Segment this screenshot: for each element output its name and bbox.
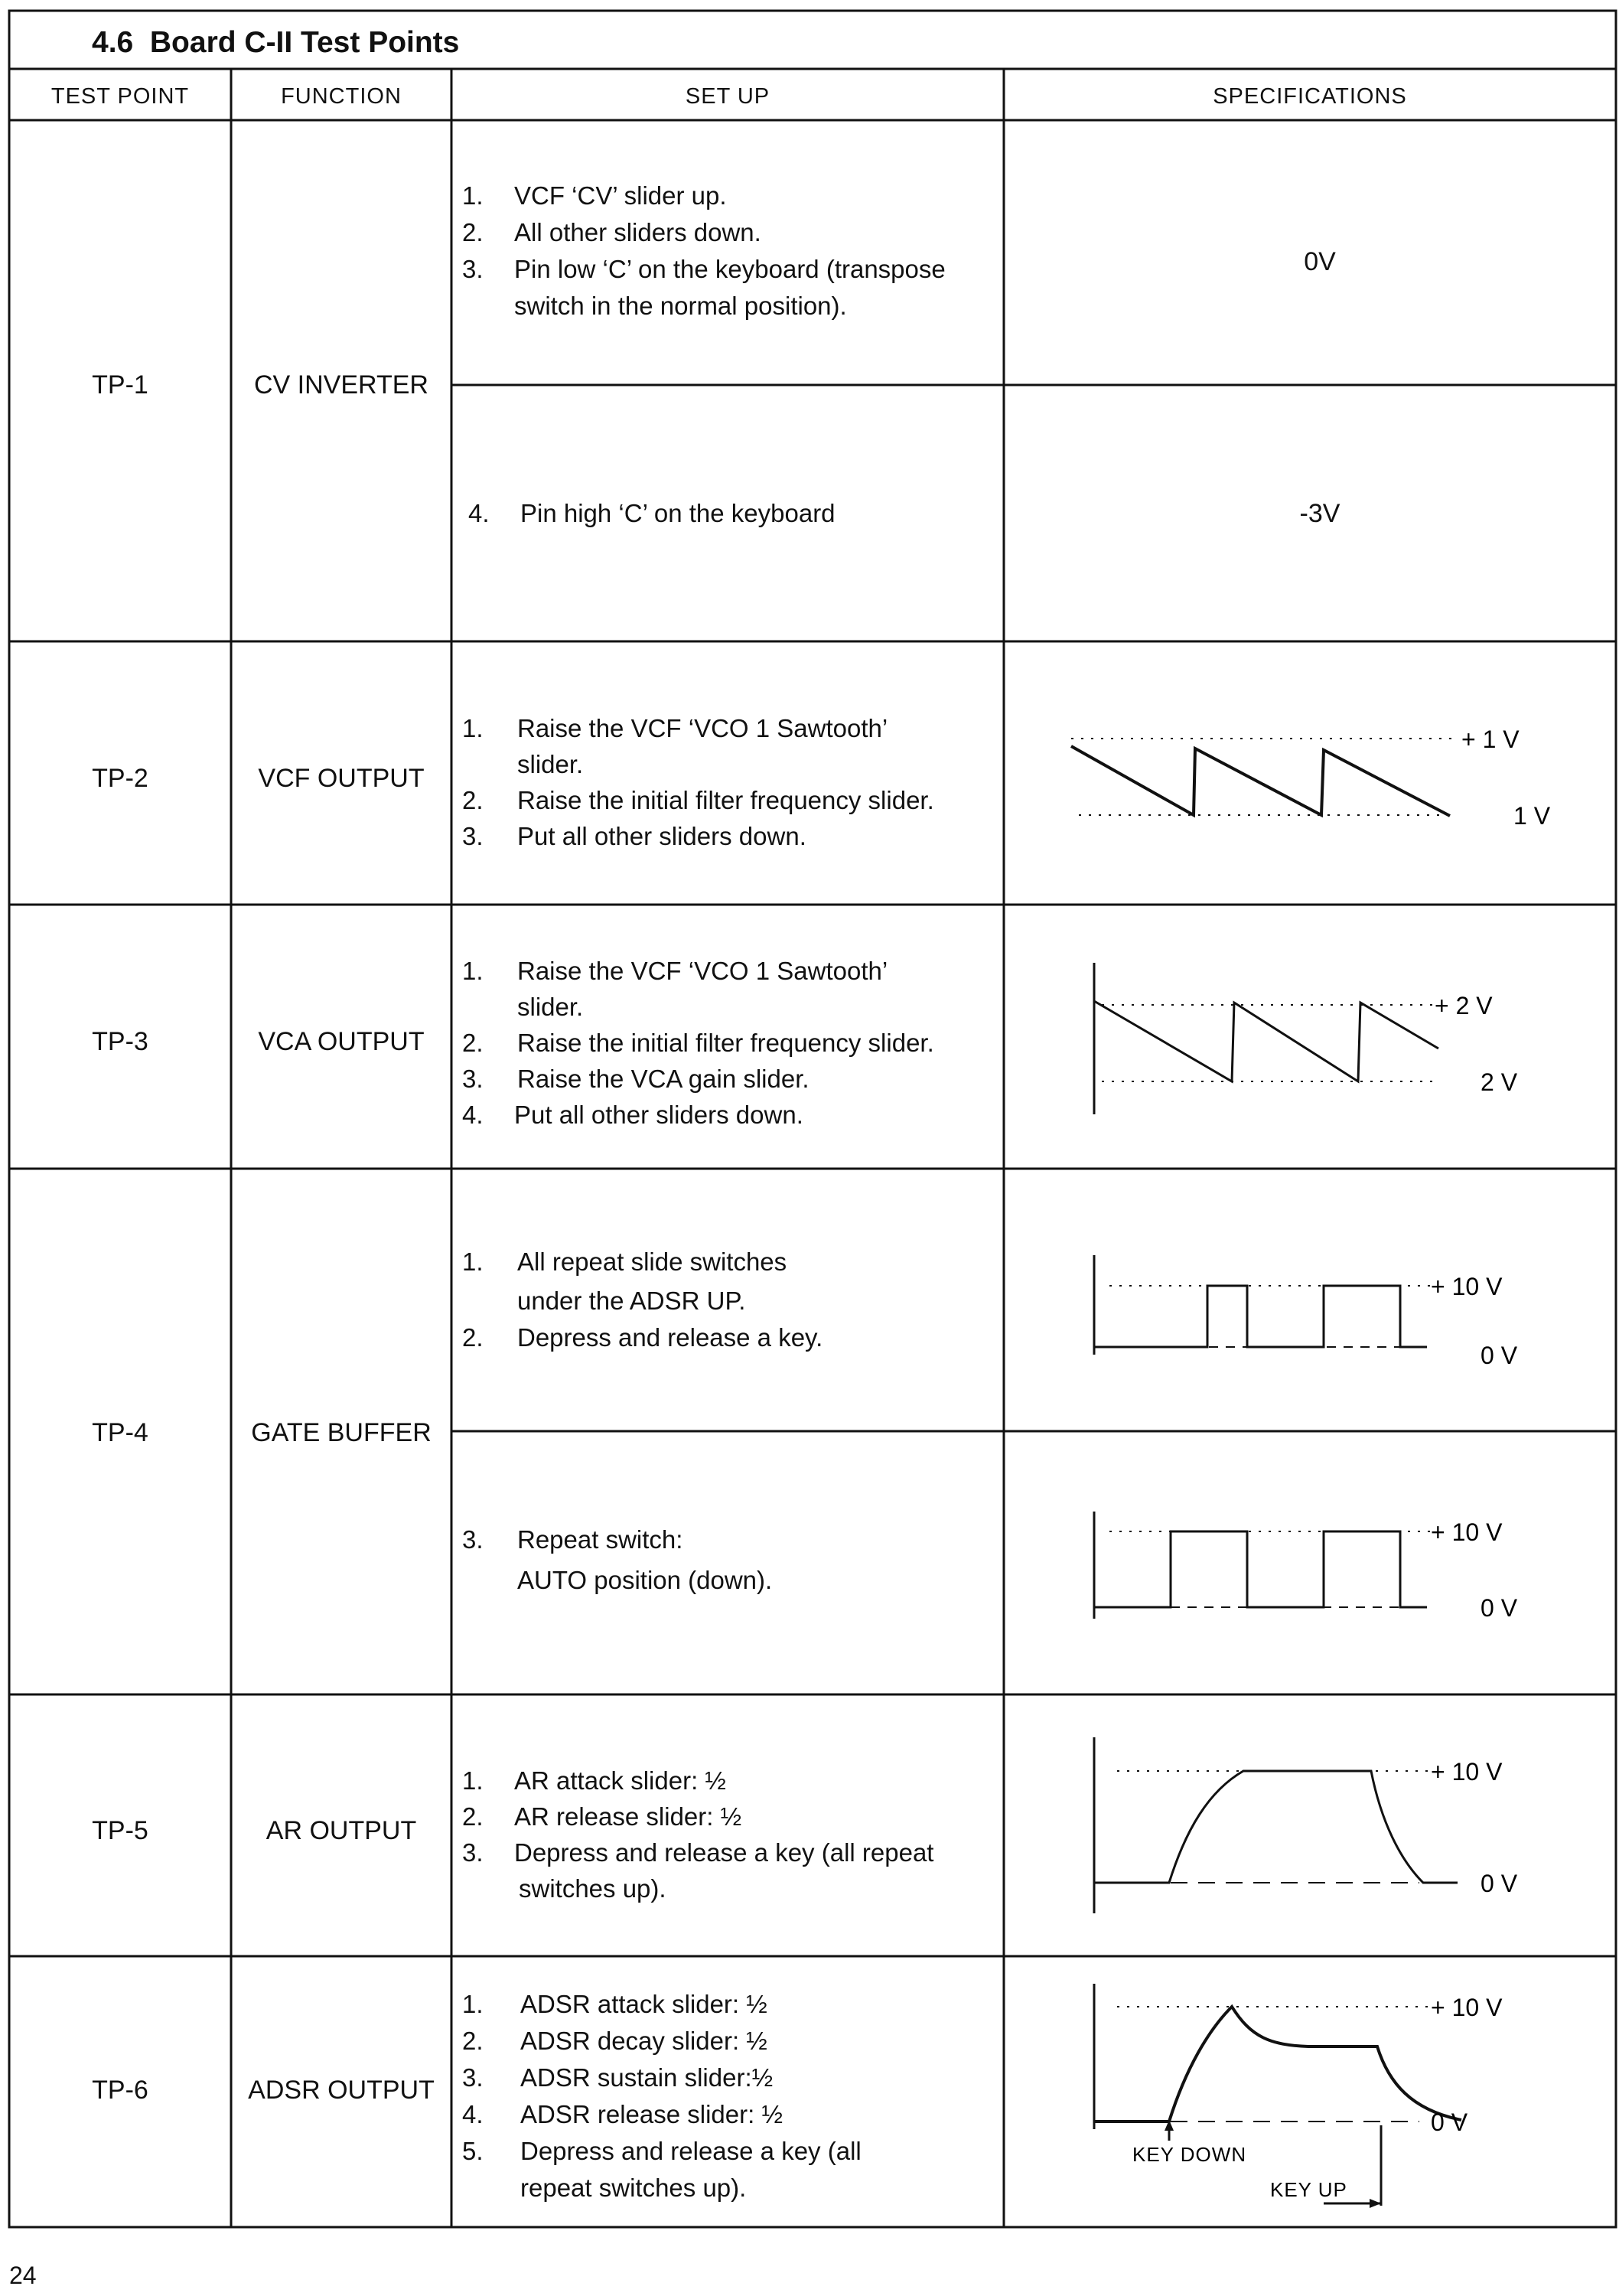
wave-top-label: + 10 V	[1431, 1518, 1503, 1546]
wave-top-label: + 2 V	[1435, 992, 1493, 1019]
function-tp4: GATE BUFFER	[251, 1418, 432, 1447]
spec-value: -3V	[1299, 499, 1340, 528]
sawtooth-waveform	[1064, 719, 1551, 842]
ar-envelope-waveform	[1086, 1737, 1546, 1921]
test-point-tp4: TP-4	[92, 1418, 148, 1447]
spec-value: 0V	[1304, 247, 1336, 276]
test-point-tp5: TP-5	[92, 1816, 148, 1845]
wave-top-label: + 10 V	[1431, 1994, 1503, 2021]
section-number: 4.6	[92, 26, 134, 59]
header-test-point: TEST POINT	[50, 84, 190, 109]
test-point-tp3: TP-3	[92, 1027, 148, 1056]
page-number: 24	[9, 2262, 37, 2289]
wave-bottom-label: 1 V	[1513, 802, 1551, 830]
wave-top-label: + 10 V	[1431, 1273, 1503, 1300]
square-waveform	[1086, 1512, 1546, 1626]
wave-top-label: + 10 V	[1431, 1758, 1503, 1786]
section-title	[92, 26, 459, 60]
function-tp6: ADSR OUTPUT	[248, 2076, 435, 2105]
wave-bottom-label: 0 V	[1481, 1342, 1518, 1369]
wave-bottom-label: 0 V	[1481, 1594, 1518, 1622]
test-point-tp2: TP-2	[92, 764, 148, 793]
section-title-text: Board C-II Test Points	[149, 26, 460, 59]
wave-top-label: + 1 V	[1461, 726, 1520, 753]
function-tp3: VCA OUTPUT	[258, 1027, 425, 1056]
key-up-label: KEY UP	[1270, 2178, 1347, 2201]
test-point-tp6: TP-6	[92, 2076, 148, 2105]
function-tp2: VCF OUTPUT	[258, 764, 425, 793]
key-down-label: KEY DOWN	[1132, 2143, 1247, 2166]
vca-sawtooth-waveform	[1086, 963, 1546, 1116]
adsr-envelope-waveform	[1086, 1984, 1546, 2213]
wave-bottom-label: 0 V	[1481, 1870, 1518, 1897]
function-tp1: CV INVERTER	[254, 370, 428, 400]
wave-bottom-label: 0 V	[1431, 2108, 1468, 2136]
header-function: FUNCTION	[281, 84, 402, 109]
test-point-tp1: TP-1	[92, 370, 148, 400]
function-tp5: AR OUTPUT	[265, 1816, 417, 1845]
gate-waveform	[1086, 1255, 1546, 1370]
header-setup: SET UP	[685, 84, 770, 109]
header-specifications: SPECIFICATIONS	[1213, 84, 1407, 109]
wave-bottom-label: 2 V	[1481, 1068, 1518, 1096]
